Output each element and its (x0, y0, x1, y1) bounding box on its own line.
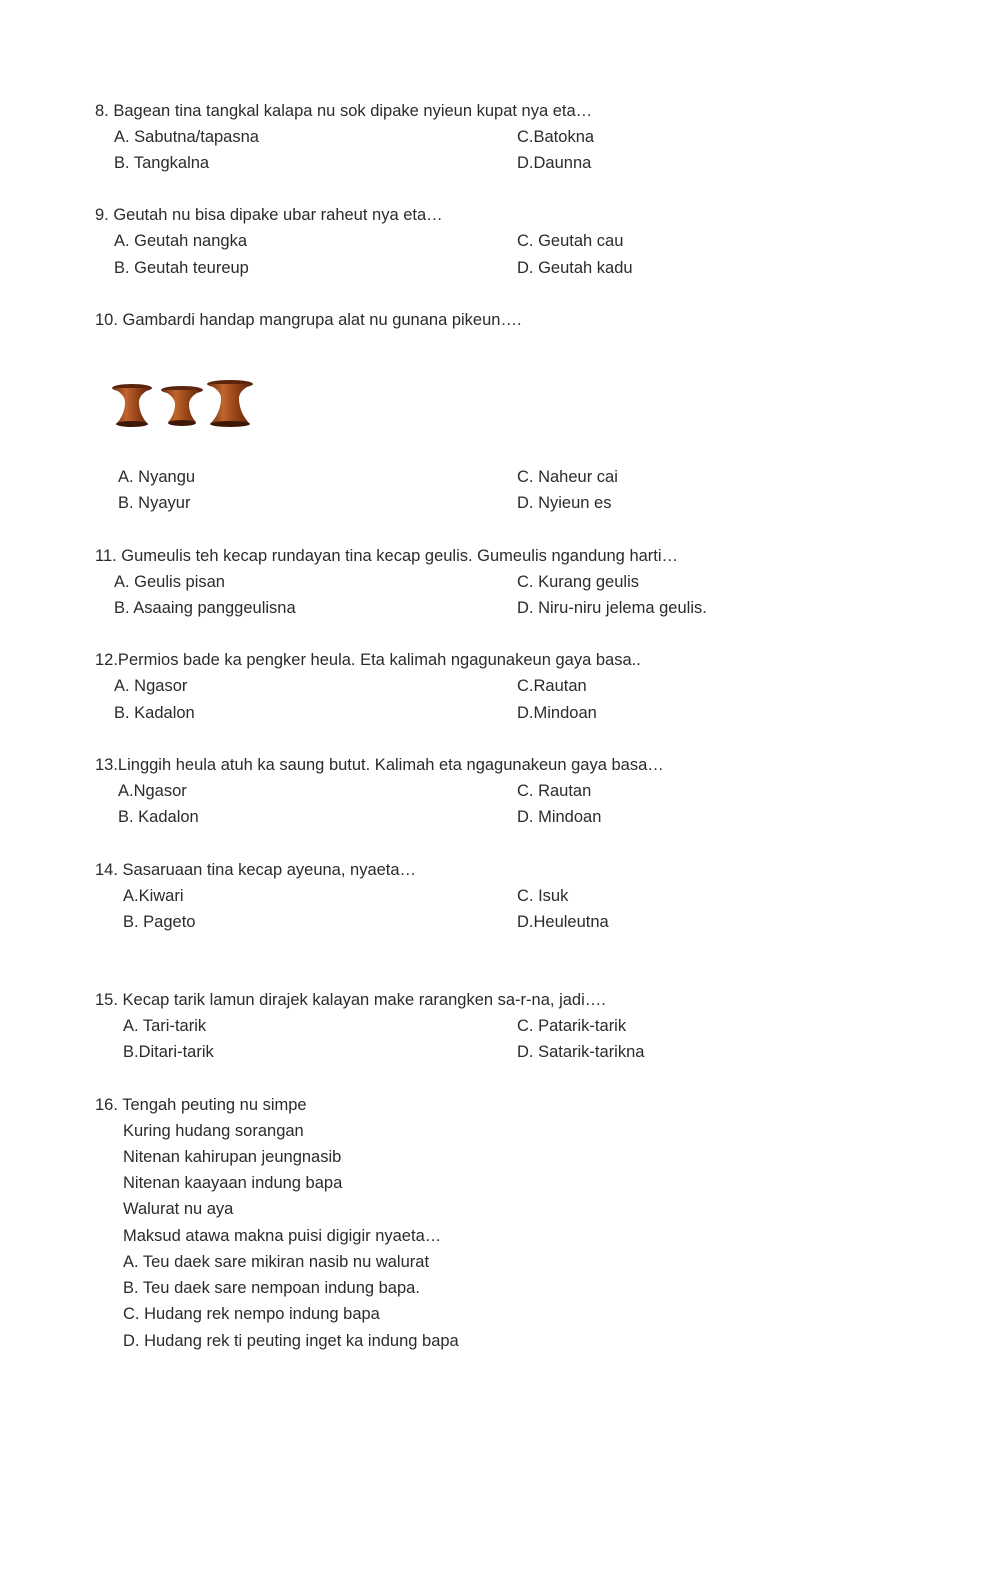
q11-option-d: D. Niru-niru jelema geulis. (517, 599, 707, 617)
poem-line: Nitenan kaayaan indung bapa (123, 1174, 343, 1192)
q14-option-d: D.Heuleutna (517, 913, 609, 931)
q11-option-b: B. Asaaing panggeulisna (114, 599, 296, 617)
q12-option-b: B. Kadalon (114, 704, 195, 722)
q12-option-d: D.Mindoan (517, 704, 597, 722)
question-10: 10. Gambardi handap mangrupa alat nu gunana pikeun…. (95, 311, 522, 329)
question-12: 12.Permios bade ka pengker heula. Eta kalimah ngagunakeun gaya basa.. (95, 651, 641, 669)
q16-option-c: C. Hudang rek nempo indung bapa (123, 1305, 380, 1323)
q14-option-a: A.Kiwari (123, 887, 184, 905)
q9-option-c: C. Geutah cau (517, 232, 624, 250)
q10-option-d: D. Nyieun es (517, 494, 612, 512)
q14-option-b: B. Pageto (123, 913, 196, 931)
poem-line: Kuring hudang sorangan (123, 1122, 304, 1140)
q10-option-b: B. Nyayur (118, 494, 191, 512)
question-14: 14. Sasaruaan tina kecap ayeuna, nyaeta… (95, 861, 417, 879)
question-15: 15. Kecap tarik lamun dirajek kalayan make rarangken sa-r-na, jadi…. (95, 991, 606, 1009)
spittoon-3 (207, 380, 253, 427)
q13-option-d: D. Mindoan (517, 808, 602, 826)
q14-option-c: C. Isuk (517, 887, 569, 905)
q8-option-a: A. Sabutna/tapasna (114, 128, 259, 146)
q13-option-c: C. Rautan (517, 782, 592, 800)
spittoon-2 (161, 386, 203, 426)
question-16: 16. Tengah peuting nu simpe (95, 1096, 307, 1114)
question-13: 13.Linggih heula atuh ka saung butut. Kalimah eta ngagunakeun gaya basa… (95, 756, 664, 774)
q15-option-c: C. Patarik-tarik (517, 1017, 627, 1035)
q9-option-a: A. Geutah nangka (114, 232, 248, 250)
question-9: 9. Geutah nu bisa dipake ubar raheut nya eta… (95, 206, 443, 224)
q8-option-b: B. Tangkalna (114, 154, 210, 172)
q15-option-d: D. Satarik-tarikna (517, 1043, 645, 1061)
spittoon-1 (112, 384, 152, 427)
question-8: 8. Bagean tina tangkal kalapa nu sok dipake nyieun kupat nya eta… (95, 102, 593, 120)
spittoons-image (108, 378, 258, 430)
q16-option-a: A. Teu daek sare mikiran nasib nu walurat (123, 1253, 430, 1271)
q13-option-a: A.Ngasor (118, 782, 187, 800)
q11-option-a: A. Geulis pisan (114, 573, 225, 591)
poem-line: Nitenan kahirupan jeungnasib (123, 1148, 342, 1166)
q11-option-c: C. Kurang geulis (517, 573, 639, 591)
q10-option-a: A. Nyangu (118, 468, 196, 486)
q16-option-d: D. Hudang rek ti peuting inget ka indung bapa (123, 1332, 459, 1350)
q9-option-b: B. Geutah teureup (114, 259, 249, 277)
q8-option-c: C.Batokna (517, 128, 595, 146)
q13-option-b: B. Kadalon (118, 808, 199, 826)
q15-option-b: B.Ditari-tarik (123, 1043, 214, 1061)
q9-option-d: D. Geutah kadu (517, 259, 633, 277)
q16-prompt: Maksud atawa makna puisi digigir nyaeta… (123, 1227, 442, 1245)
q12-option-a: A. Ngasor (114, 677, 188, 695)
q10-option-c: C. Naheur cai (517, 468, 618, 486)
question-11: 11. Gumeulis teh kecap rundayan tina kecap geulis. Gumeulis ngandung harti… (95, 547, 679, 565)
q12-option-c: C.Rautan (517, 677, 587, 695)
q15-option-a: A. Tari-tarik (123, 1017, 207, 1035)
poem-line: Walurat nu aya (123, 1200, 234, 1218)
q8-option-d: D.Daunna (517, 154, 592, 172)
q16-option-b: B. Teu daek sare nempoan indung bapa. (123, 1279, 420, 1297)
